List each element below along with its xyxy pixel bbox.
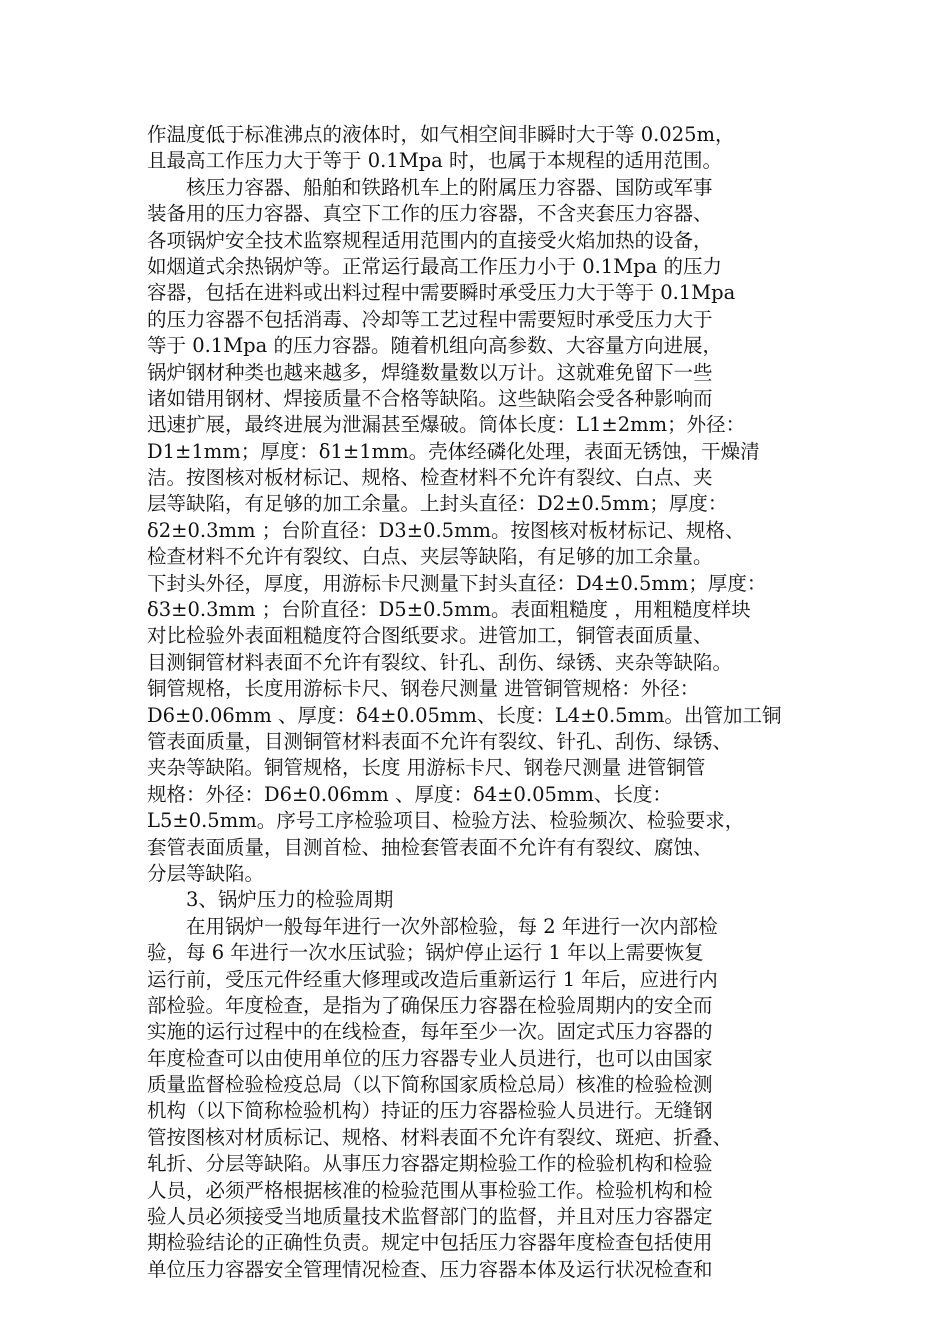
- text-line: 人员，必须严格根据核准的检验范围从事检验工作。检验机构和检: [147, 1178, 713, 1202]
- text-line: 装备用的压力容器、真空下工作的压力容器，不含夹套压力容器、: [147, 202, 713, 226]
- text-line: 迅速扩展，最终进展为泄漏甚至爆破。筒体长度：L1±2mm；外径：: [147, 413, 746, 437]
- text-line: 验，每 6 年进行一次水压试验；锅炉停止运行 1 年以上需要恢复: [147, 941, 704, 965]
- text-line: 洁。按图核对板材标记、规格、检查材料不允许有裂纹、白点、夹: [147, 466, 713, 490]
- text-line: 实施的运行过程中的在线检查，每年至少一次。固定式压力容器的: [147, 1020, 713, 1044]
- text-line: 层等缺陷，有足够的加工余量。上封头直径：D2±0.5mm；厚度：: [147, 492, 728, 516]
- document-body: [147, 122, 819, 1283]
- text-line: 部检验。年度检查，是指为了确保压力容器在检验周期内的安全而: [147, 993, 713, 1017]
- text-line: 期检验结论的正确性负责。规定中包括压力容器年度检查包括使用: [147, 1231, 713, 1255]
- text-line: 运行前，受压元件经重大修理或改造后重新运行 1 年后，应进行内: [147, 967, 718, 991]
- text-line: δ2±0.3mm ；台阶直径：D3±0.5mm。按图核对板材标记、规格、: [147, 518, 745, 542]
- text-line: 套管表面质量，目测首检、抽检套管表面不允许有有裂纹、腐蚀、: [147, 835, 713, 859]
- text-line: 在用锅炉一般每年进行一次外部检验，每 2 年进行一次内部检: [186, 914, 718, 938]
- text-line: 规格：外径：D6±0.06mm 、厚度：δ4±0.05mm、长度：: [147, 782, 672, 806]
- text-line: 3、锅炉压力的检验周期: [186, 888, 394, 912]
- text-line: 目测铜管材料表面不允许有裂纹、针孔、刮伤、绿锈、夹杂等缺陷。: [147, 650, 733, 674]
- text-line: 等于 0.1Mpa 的压力容器。随着机组向高参数、大容量方向进展，: [147, 334, 722, 358]
- text-line: L5±0.5mm。序号工序检验项目、检验方法、检验频次、检验要求，: [147, 809, 745, 833]
- text-line: 年度检查可以由使用单位的压力容器专业人员进行，也可以由国家: [147, 1046, 713, 1070]
- text-line: 核压力容器、船舶和铁路机车上的附属压力容器、国防或军事: [186, 175, 713, 199]
- text-line: δ3±0.3mm ；台阶直径：D5±0.5mm。表面粗糙度 ，用粗糙度样块: [147, 598, 751, 622]
- text-line: 容器，包括在进料或出料过程中需要瞬时承受压力大于等于 0.1Mpa: [147, 281, 736, 305]
- text-line: D1±1mm；厚度：δ1±1mm。壳体经磷化处理，表面无锈蚀，干燥清: [147, 439, 760, 463]
- text-line: 如烟道式余热锅炉等。正常运行最高工作压力小于 0.1Mpa 的压力: [147, 254, 722, 278]
- text-line: 机构（以下简称检验机构）持证的压力容器检验人员进行。无缝钢: [147, 1099, 713, 1123]
- text-line: 验人员必须接受当地质量技术监督部门的监督，并且对压力容器定: [147, 1205, 713, 1229]
- text-line: D6±0.06mm 、厚度：δ4±0.05mm、长度：L4±0.5mm。出管加工铜: [147, 703, 782, 727]
- text-line: 质量监督检验检疫总局（以下简称国家质检总局）核准的检验检测: [147, 1073, 713, 1097]
- text-line: 分层等缺陷。: [147, 861, 265, 885]
- text-line: 管表面质量，目测铜管材料表面不允许有裂纹、针孔、刮伤、绿锈、: [147, 729, 733, 753]
- text-line: 轧折、分层等缺陷。从事压力容器定期检验工作的检验机构和检验: [147, 1152, 713, 1176]
- text-line: 铜管规格，长度用游标卡尺、钢卷尺测量 进管铜管规格：外径：: [147, 677, 700, 701]
- text-line: 各项锅炉安全技术监察规程适用范围内的直接受火焰加热的设备，: [147, 228, 713, 252]
- text-line: 检查材料不允许有裂纹、白点、夹层等缺陷，有足够的加工余量。: [147, 545, 713, 569]
- text-line: 单位压力容器安全管理情况检查、压力容器本体及运行状况检查和: [147, 1257, 713, 1281]
- text-line: 管按图核对材质标记、规格、材料表面不允许有裂纹、斑疤、折叠、: [147, 1125, 733, 1149]
- text-line: 锅炉钢材种类也越来越多，焊缝数量数以万计。这就难免留下一些: [147, 360, 713, 384]
- text-line: 夹杂等缺陷。铜管规格，长度 用游标卡尺、钢卷尺测量 进管铜管: [147, 756, 706, 780]
- text-line: 诸如错用钢材、焊接质量不合格等缺陷。这些缺陷会受各种影响而: [147, 386, 713, 410]
- text-line: 且最高工作压力大于等于 0.1Mpa 时，也属于本规程的适用范围。: [147, 149, 722, 173]
- text-line: 的压力容器不包括消毒、冷却等工艺过程中需要短时承受压力大于: [147, 307, 713, 331]
- text-line: 下封头外径，厚度，用游标卡尺测量下封头直径：D4±0.5mm；厚度：: [147, 571, 767, 595]
- text-line: 对比检验外表面粗糙度符合图纸要求。进管加工，铜管表面质量、: [147, 624, 713, 648]
- text-line: 作温度低于标准沸点的液体时，如气相空间非瞬时大于等 0.025m，: [147, 123, 735, 146]
